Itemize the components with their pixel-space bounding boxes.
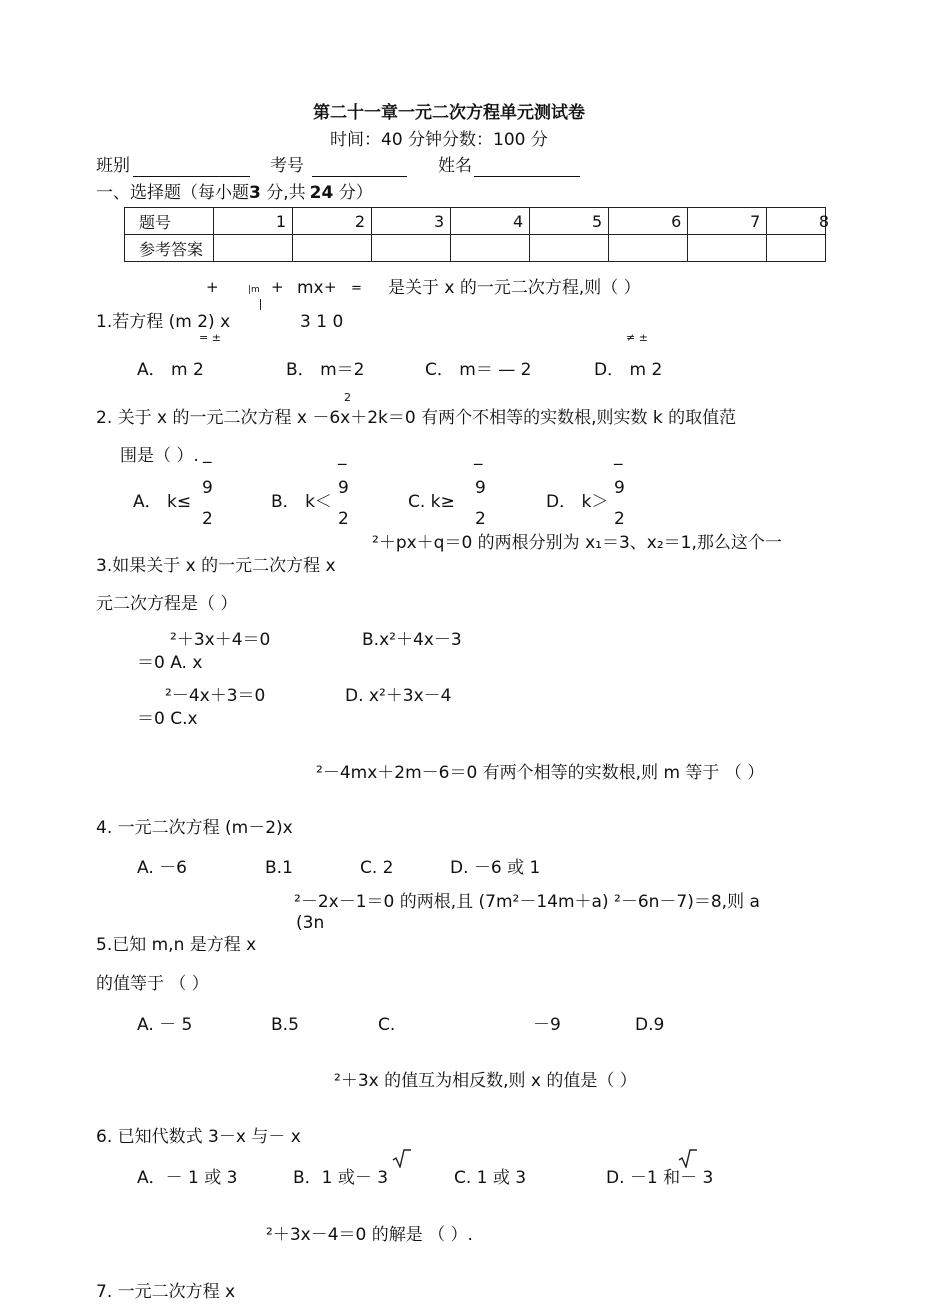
name-label: 姓名: [438, 156, 472, 176]
q3-option-a-bottom[interactable]: ＝0 A. x: [137, 653, 203, 673]
q3-option-a-top[interactable]: ²＋3x＋4＝0: [170, 630, 271, 650]
q7-stem: 7. 一元二次方程 x: [96, 1282, 236, 1302]
q1-stem-rest: 是关于 x 的一元二次方程,则（ ）: [388, 278, 641, 298]
table-cell: 8: [767, 208, 826, 235]
q2-option-b[interactable]: B． k＜: [271, 492, 332, 512]
table-cell: 5: [530, 208, 609, 235]
table-cell: 题号: [125, 208, 214, 235]
q4-option-c[interactable]: C. 2: [360, 858, 394, 878]
answer-cell[interactable]: [609, 235, 688, 262]
name-blank[interactable]: [474, 176, 580, 177]
plus-sign: +: [206, 278, 219, 296]
q5-option-c[interactable]: C.: [378, 1015, 396, 1035]
page-title: 第二十一章一元二次方程单元测试卷: [313, 103, 585, 123]
q3-option-c-top[interactable]: ²－4x＋3＝0: [165, 686, 266, 706]
q4-option-b[interactable]: B.1: [265, 858, 293, 878]
q6-tail: ²＋3x 的值互为相反数,则 x 的值是（ ）: [334, 1071, 637, 1091]
exam-no-label: 考号: [270, 156, 304, 176]
q2-exponent: 2: [344, 391, 351, 404]
q5-option-d[interactable]: D.9: [635, 1015, 665, 1035]
q1-mx: mx: [297, 278, 324, 298]
fraction: 9 2: [202, 478, 213, 529]
q5-stem: 5.已知 m,n 是方程 x: [96, 935, 257, 955]
equals-sign: =: [351, 281, 362, 296]
q6-option-c[interactable]: C. 1 或 3: [454, 1168, 527, 1188]
q2-stem-cont: 围是（ ）.: [120, 446, 199, 466]
table-cell: 1: [214, 208, 293, 235]
q2-option-c[interactable]: C. k≥: [408, 492, 455, 512]
answer-cell[interactable]: [451, 235, 530, 262]
q4-stem: 4. 一元二次方程 (m－2)x: [96, 818, 293, 838]
exam-no-blank[interactable]: [312, 176, 407, 177]
table-row: [125, 235, 826, 262]
q5-tail: ²－2x－1＝0 的两根,且 (7m²－14m＋a) ²－6n－7)＝8,则 a: [294, 892, 760, 912]
q3-stem: 3.如果关于 x 的一元二次方程 x: [96, 556, 336, 576]
q6-option-d[interactable]: D. －1 和－ 3: [606, 1168, 714, 1188]
fraction: 9 2: [614, 478, 625, 529]
exam-info: 时间：40 分钟分数：100 分: [330, 130, 548, 150]
q3-tail: ²＋px＋q＝0 的两根分别为 x₁＝3、x₂＝1,那么这个一: [372, 533, 782, 553]
q6-option-b[interactable]: B．1 或－ 3: [293, 1168, 389, 1188]
q7-tail: ²＋3x－4＝0 的解是 （ ）.: [266, 1225, 473, 1245]
q1-neq-pm: ≠ ±: [626, 331, 648, 344]
answer-cell[interactable]: [214, 235, 293, 262]
table-cell: 7: [688, 208, 767, 235]
q4-option-a[interactable]: A. －6: [137, 858, 187, 878]
frac-bar: _: [338, 446, 347, 466]
table-cell: 参考答案: [125, 235, 214, 262]
q5-option-b[interactable]: B.5: [271, 1015, 299, 1035]
class-label: 班别: [96, 156, 130, 176]
q5-option-a[interactable]: A. － 5: [137, 1015, 193, 1035]
answer-table: [124, 207, 829, 262]
section-heading: 一、选择题（每小题3 分,共 24 分）: [96, 183, 373, 203]
sqrt-icon: [678, 1148, 698, 1168]
q3-option-b[interactable]: B.x²＋4x－3: [362, 630, 462, 650]
abs-bar: [260, 299, 261, 310]
table-cell: 3: [372, 208, 451, 235]
abs-label: |m: [248, 285, 260, 295]
answer-cell[interactable]: [530, 235, 609, 262]
plus-sign: +: [271, 278, 284, 296]
q1-option-d[interactable]: D． m 2: [594, 360, 663, 380]
answer-cell[interactable]: [293, 235, 372, 262]
q3-option-c-bottom[interactable]: ＝0 C.x: [137, 709, 198, 729]
q6-stem: 6. 已知代数式 3－x 与－ x: [96, 1127, 301, 1147]
frac-bar: _: [474, 446, 483, 466]
fraction: 9 2: [338, 478, 349, 529]
q1-option-b[interactable]: B． m＝2: [286, 360, 365, 380]
q3-stem-cont: 元二次方程是（ ）: [96, 594, 238, 614]
q4-option-d[interactable]: D. －6 或 1: [450, 858, 541, 878]
table-cell: 2: [293, 208, 372, 235]
table-cell: 4: [451, 208, 530, 235]
plus-sign: +: [324, 278, 337, 296]
q2-stem: 2. 关于 x 的一元二次方程 x －6x＋2k＝0 有两个不相等的实数根,则实数 k 的取值范: [96, 408, 737, 428]
answer-cell[interactable]: [767, 235, 826, 262]
q5-option-c-value: －9: [533, 1015, 561, 1035]
q1-eq-pm: = ±: [199, 331, 221, 344]
q1-option-a[interactable]: A． m 2: [137, 360, 204, 380]
class-blank[interactable]: [133, 176, 250, 177]
q5-tail-cont: (3n: [296, 913, 325, 933]
q2-option-a[interactable]: A． k≤: [133, 492, 192, 512]
q2-option-d[interactable]: D． k＞: [546, 492, 609, 512]
q3-option-d[interactable]: D. x²＋3x－4: [345, 686, 452, 706]
table-cell: 6: [609, 208, 688, 235]
sqrt-icon: [392, 1148, 412, 1168]
q1-option-c[interactable]: C． m＝ — 2: [425, 360, 532, 380]
fraction: 9 2: [475, 478, 486, 529]
q4-tail: ²－4mx＋2m－6＝0 有两个相等的实数根,则 m 等于 （ ）: [316, 763, 765, 783]
q1-stem: 1.若方程 (m 2) x: [96, 312, 231, 332]
q6-option-a[interactable]: A．－ 1 或 3: [137, 1168, 238, 1188]
q1-numbers: 3 1 0: [300, 312, 344, 332]
frac-bar: _: [614, 446, 623, 466]
answer-cell[interactable]: [688, 235, 767, 262]
q2-blank: _: [203, 444, 212, 464]
q5-stem-cont: 的值等于 （ ）: [96, 974, 209, 994]
table-row: [125, 208, 826, 235]
answer-cell[interactable]: [372, 235, 451, 262]
